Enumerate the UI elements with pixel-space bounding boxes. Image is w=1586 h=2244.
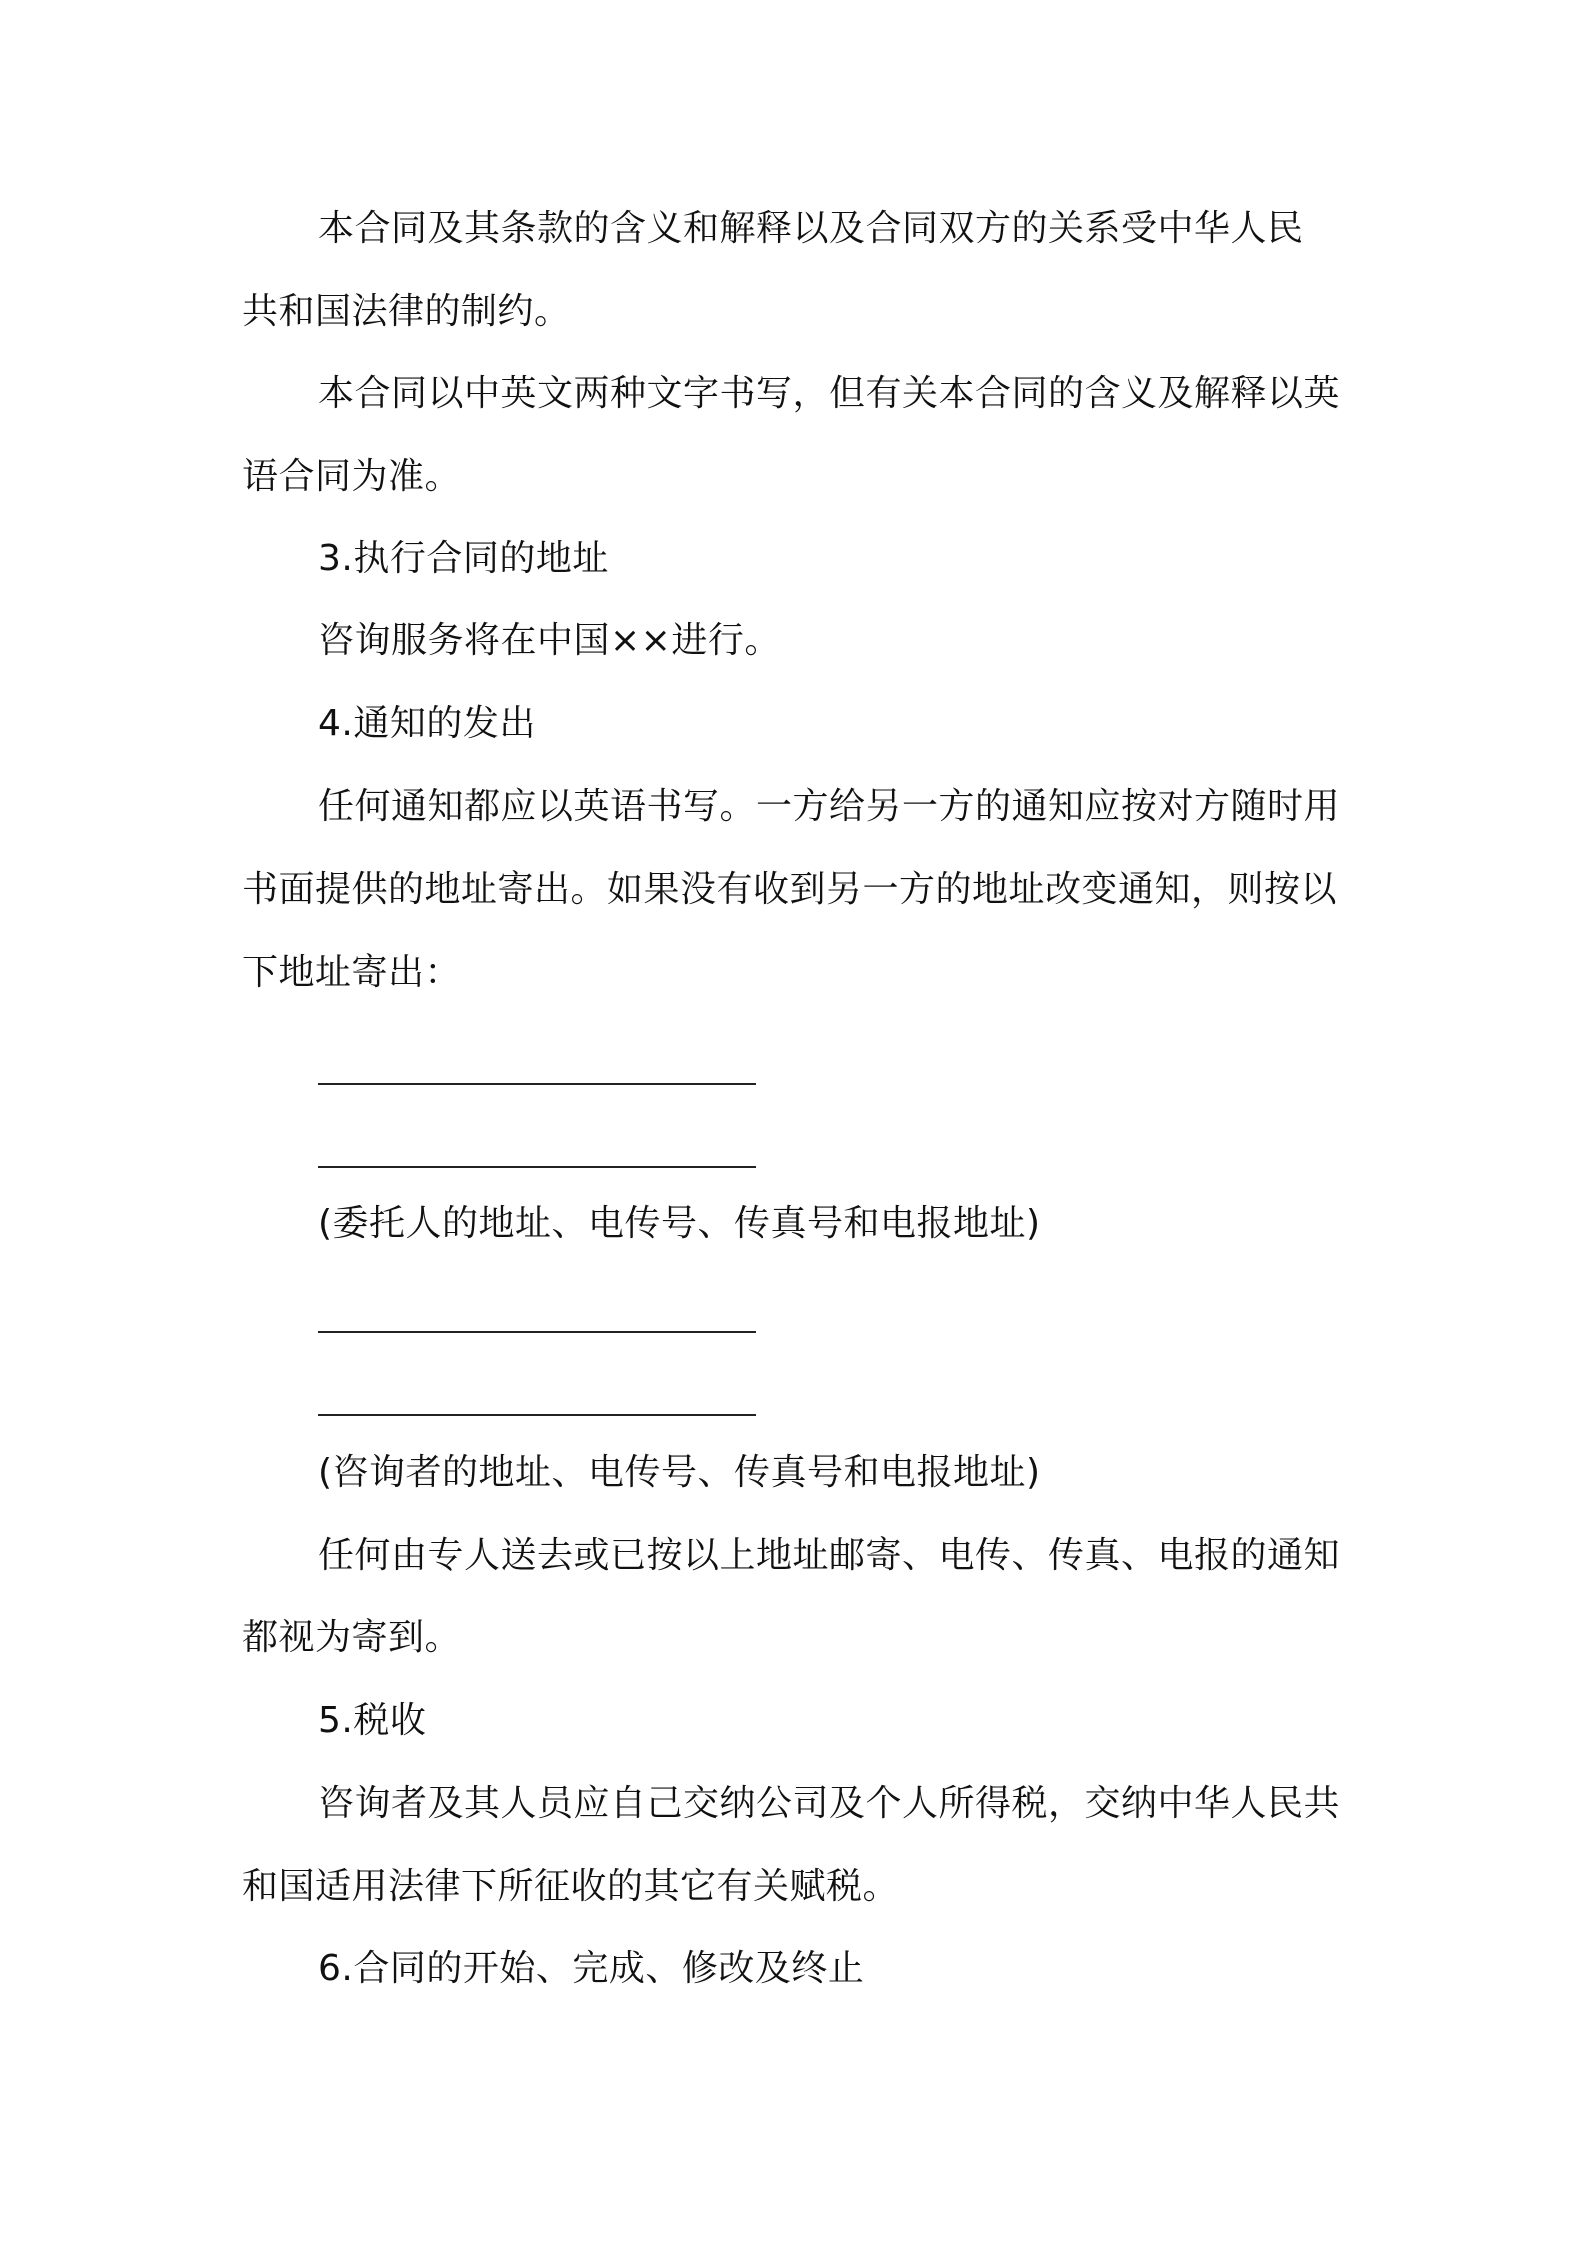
consultant-address-blank-1 (318, 1331, 756, 1333)
section-heading-commencement-termination: 6.合同的开始、完成、修改及终止 (318, 1948, 865, 1989)
paragraph-governing-law-line-1: 本合同及其条款的含义和解释以及合同双方的关系受中华人民 (318, 208, 1304, 249)
paragraph-notices-line-2: 书面提供的地址寄出。如果没有收到另一方的地址改变通知，则按以 (242, 869, 1338, 910)
section-heading-contract-address: 3.执行合同的地址 (318, 538, 609, 579)
client-address-blank-2 (318, 1166, 756, 1168)
paragraph-language-line-2: 语合同为准。 (242, 456, 462, 497)
paragraph-taxation-line-1: 咨询者及其人员应自己交纳公司及个人所得税，交纳中华人民共 (318, 1783, 1341, 1824)
paragraph-delivery-line-2: 都视为寄到。 (242, 1617, 462, 1658)
client-address-blank-1 (318, 1083, 756, 1085)
paragraph-service-location: 咨询服务将在中国××进行。 (318, 620, 781, 661)
section-heading-taxation: 5.税收 (318, 1700, 427, 1741)
client-address-caption: (委托人的地址、电传号、传真号和电报地址) (318, 1203, 1041, 1244)
consultant-address-blank-2 (318, 1414, 756, 1416)
paragraph-notices-line-3: 下地址寄出： (242, 952, 462, 993)
consultant-address-caption: (咨询者的地址、电传号、传真号和电报地址) (318, 1452, 1041, 1493)
paragraph-taxation-line-2: 和国适用法律下所征收的其它有关赋税。 (242, 1866, 900, 1907)
section-heading-notices: 4.通知的发出 (318, 703, 536, 744)
paragraph-notices-line-1: 任何通知都应以英语书写。一方给另一方的通知应按对方随时用 (318, 786, 1341, 827)
paragraph-governing-law-line-2: 共和国法律的制约。 (242, 291, 571, 332)
paragraph-delivery-line-1: 任何由专人送去或已按以上地址邮寄、电传、传真、电报的通知 (318, 1535, 1341, 1576)
paragraph-language-line-1: 本合同以中英文两种文字书写，但有关本合同的含义及解释以英 (318, 373, 1341, 414)
